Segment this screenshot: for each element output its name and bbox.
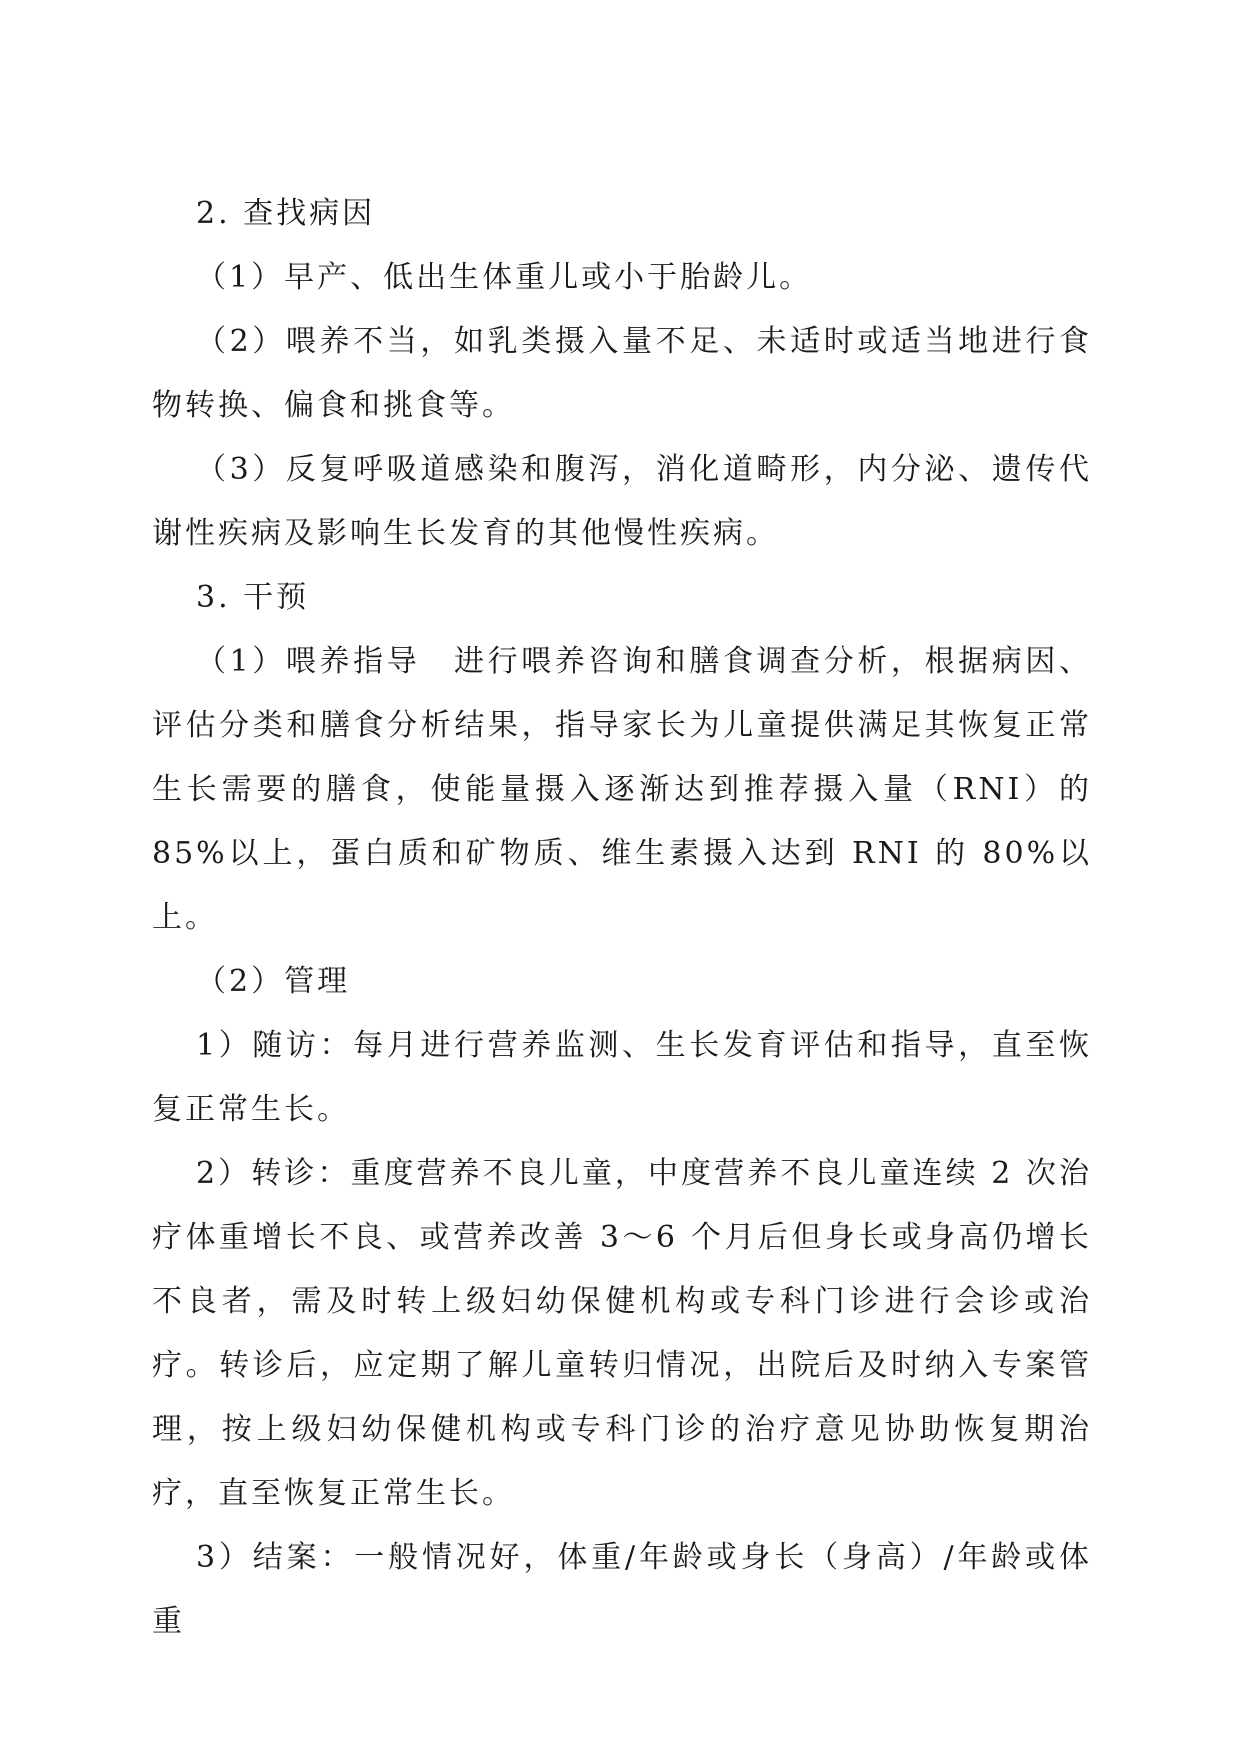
feeding-guidance-paragraph: （1）喂养指导 进行喂养咨询和膳食调查分析，根据病因、评估分类和膳食分析结果，指导家长为儿童提供满足其恢复正常生长需要的膳食，使能量摄入逐渐达到推荐摄入量（RNI）的 85%以上，蛋白质和矿物质、维生素摄入达到 RNI 的 80%以上。 <box>152 644 1092 935</box>
management-heading: （2）管理 <box>196 964 351 999</box>
closure-paragraph: 3）结案：一般情况好，体重/年龄或身长（身高）/年龄或体重 <box>152 1540 1092 1639</box>
section-heading-intervention: 3. 干预 <box>196 580 310 615</box>
referral-paragraph: 2）转诊：重度营养不良儿童，中度营养不良儿童连续 2 次治疗体重增长不良、或营养改善 3～6 个月后但身长或身高仍增长不良者，需及时转上级妇幼保健机构或专科门诊进行会诊或治疗。转诊后，应定期了解儿童转归情况，出院后及时纳入专案管理，按上级妇幼保健机构或专科门诊的治疗意见协助恢复期治疗，直至恢复正常生长。 <box>152 1156 1092 1511</box>
followup-paragraph: 1）随访：每月进行营养监测、生长发育评估和指导，直至恢复正常生长。 <box>152 1028 1092 1127</box>
document-body <box>152 182 1092 1654</box>
cause-item-1: （1）早产、低出生体重儿或小于胎龄儿。 <box>196 260 813 295</box>
section-heading-find-cause: 2. 查找病因 <box>196 196 376 231</box>
cause-item-3: （3）反复呼吸道感染和腹泻，消化道畸形，内分泌、遗传代谢性疾病及影响生长发育的其他慢性疾病。 <box>152 452 1092 551</box>
cause-item-2: （2）喂养不当，如乳类摄入量不足、未适时或适当地进行食物转换、偏食和挑食等。 <box>152 324 1092 423</box>
